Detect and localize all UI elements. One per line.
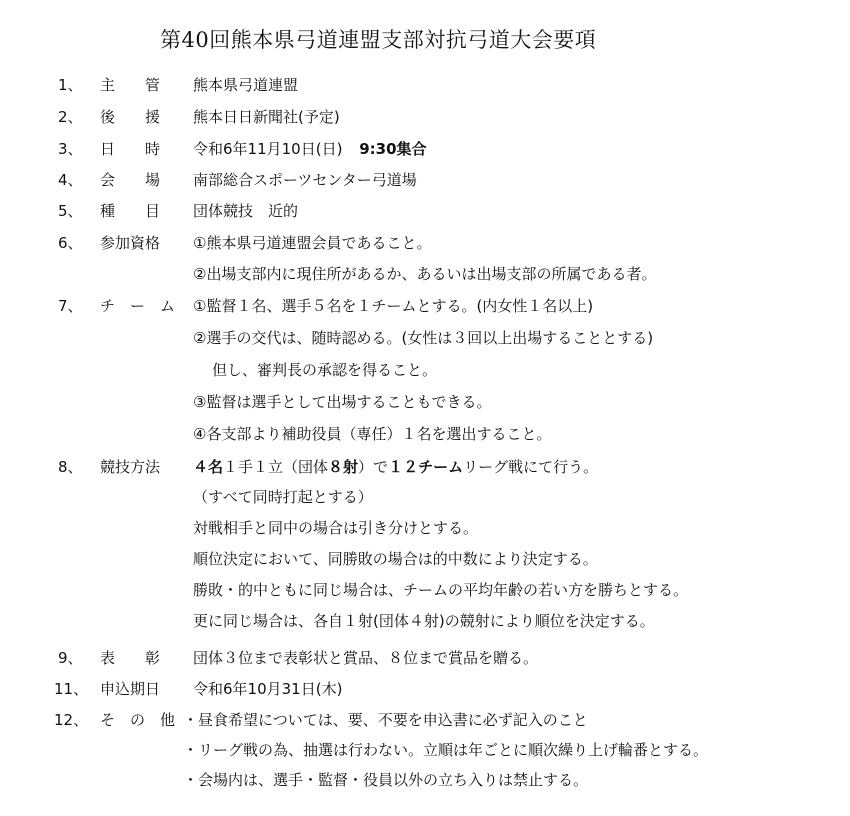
item-label: 会 場 [100, 171, 161, 189]
item-number: 8、 [58, 458, 83, 476]
item-content: 団体３位まで表彰状と賞品、８位まで賞品を贈る。 [193, 649, 539, 667]
item-content: ・昼食希望については、要、不要を申込書に必ず記入のこと [183, 711, 588, 729]
item-content: 団体競技 近的 [193, 202, 299, 220]
item-content: ②選手の交代は、随時認める。(女性は３回以上出場することとする) [193, 329, 654, 347]
item-content: ①熊本県弓道連盟会員であること。 [193, 234, 432, 252]
item-content: 南部総合スポーツセンター弓道場 [193, 171, 417, 189]
item-label: 参加資格 [100, 234, 161, 252]
item-content: 順位決定において、同勝敗の場合は的中数により決定する。 [193, 550, 598, 568]
item-number: 2、 [58, 108, 83, 126]
item-content: ・会場内は、選手・監督・役員以外の立ち入りは禁止する。 [183, 771, 589, 789]
item-number: 4、 [58, 171, 83, 189]
item-content: ②出場支部内に現住所があるか、あるいは出場支部の所属である者。 [193, 265, 657, 283]
item-number: 1、 [58, 76, 83, 94]
item-label: 主 管 [100, 76, 161, 94]
item-content: 対戦相手と同中の場合は引き分けとする。 [193, 519, 479, 537]
document-title: 第40回熊本県弓道連盟支部対抗弓道大会要項 [160, 28, 597, 52]
item-content: ・リーグ戦の為、抽選は行わない。立順は年ごとに順次繰り上げ輪番とする。 [183, 741, 709, 759]
item-content: ④各支部より補助役員（専任）１名を選出すること。 [193, 425, 552, 443]
item-content: 勝敗・的中ともに同じ場合は、チームの平均年齢の若い方を勝ちとする。 [193, 581, 689, 599]
item-content: 令和6年11月10日(日) [193, 140, 343, 158]
item-content: 令和6年10月31日(木) [193, 680, 343, 698]
item-content: ①監督１名、選手５名を１チームとする。(内女性１名以上) [193, 297, 594, 315]
item-content: 熊本県弓道連盟 [193, 76, 299, 94]
item-label: そ の 他 [100, 711, 176, 729]
item-label: 申込期日 [100, 680, 161, 698]
item-content: 熊本日日新聞社(予定) [193, 108, 340, 126]
item-number: 9、 [58, 649, 83, 667]
item-label: 種 目 [100, 202, 161, 220]
item-label: チ ー ム [100, 297, 176, 315]
item-label: 後 援 [100, 108, 161, 126]
competition-rule [193, 454, 598, 480]
item-label: 表 彰 [100, 649, 161, 667]
item-number: 11、 [54, 680, 89, 698]
item-number: 5、 [58, 202, 83, 220]
rule-text: ）で [358, 458, 389, 476]
item-content: ③監督は選手として出場することもできる。 [193, 393, 492, 411]
rule-teams: １２チーム [388, 458, 464, 476]
item-content: （すべて同時打起とする） [193, 488, 373, 506]
item-number: 6、 [58, 234, 83, 252]
rule-text: １手１立（団体 [223, 458, 329, 476]
item-number: 12、 [54, 711, 89, 729]
rule-archers: ４名 [193, 458, 224, 476]
item-number: 3、 [58, 140, 83, 158]
item-number: 7、 [58, 297, 83, 315]
item-label: 日 時 [100, 140, 161, 158]
rule-shots: ８射 [328, 458, 359, 476]
item-content: 更に同じ場合は、各自１射(団体４射)の競射により順位を決定する。 [193, 612, 655, 630]
item-label: 競技方法 [100, 458, 161, 476]
item-content: 但し、審判長の承認を得ること。 [212, 361, 438, 379]
rule-text: リーグ戦にて行う。 [463, 458, 599, 476]
assembly-time: 9:30集合 [359, 140, 427, 158]
